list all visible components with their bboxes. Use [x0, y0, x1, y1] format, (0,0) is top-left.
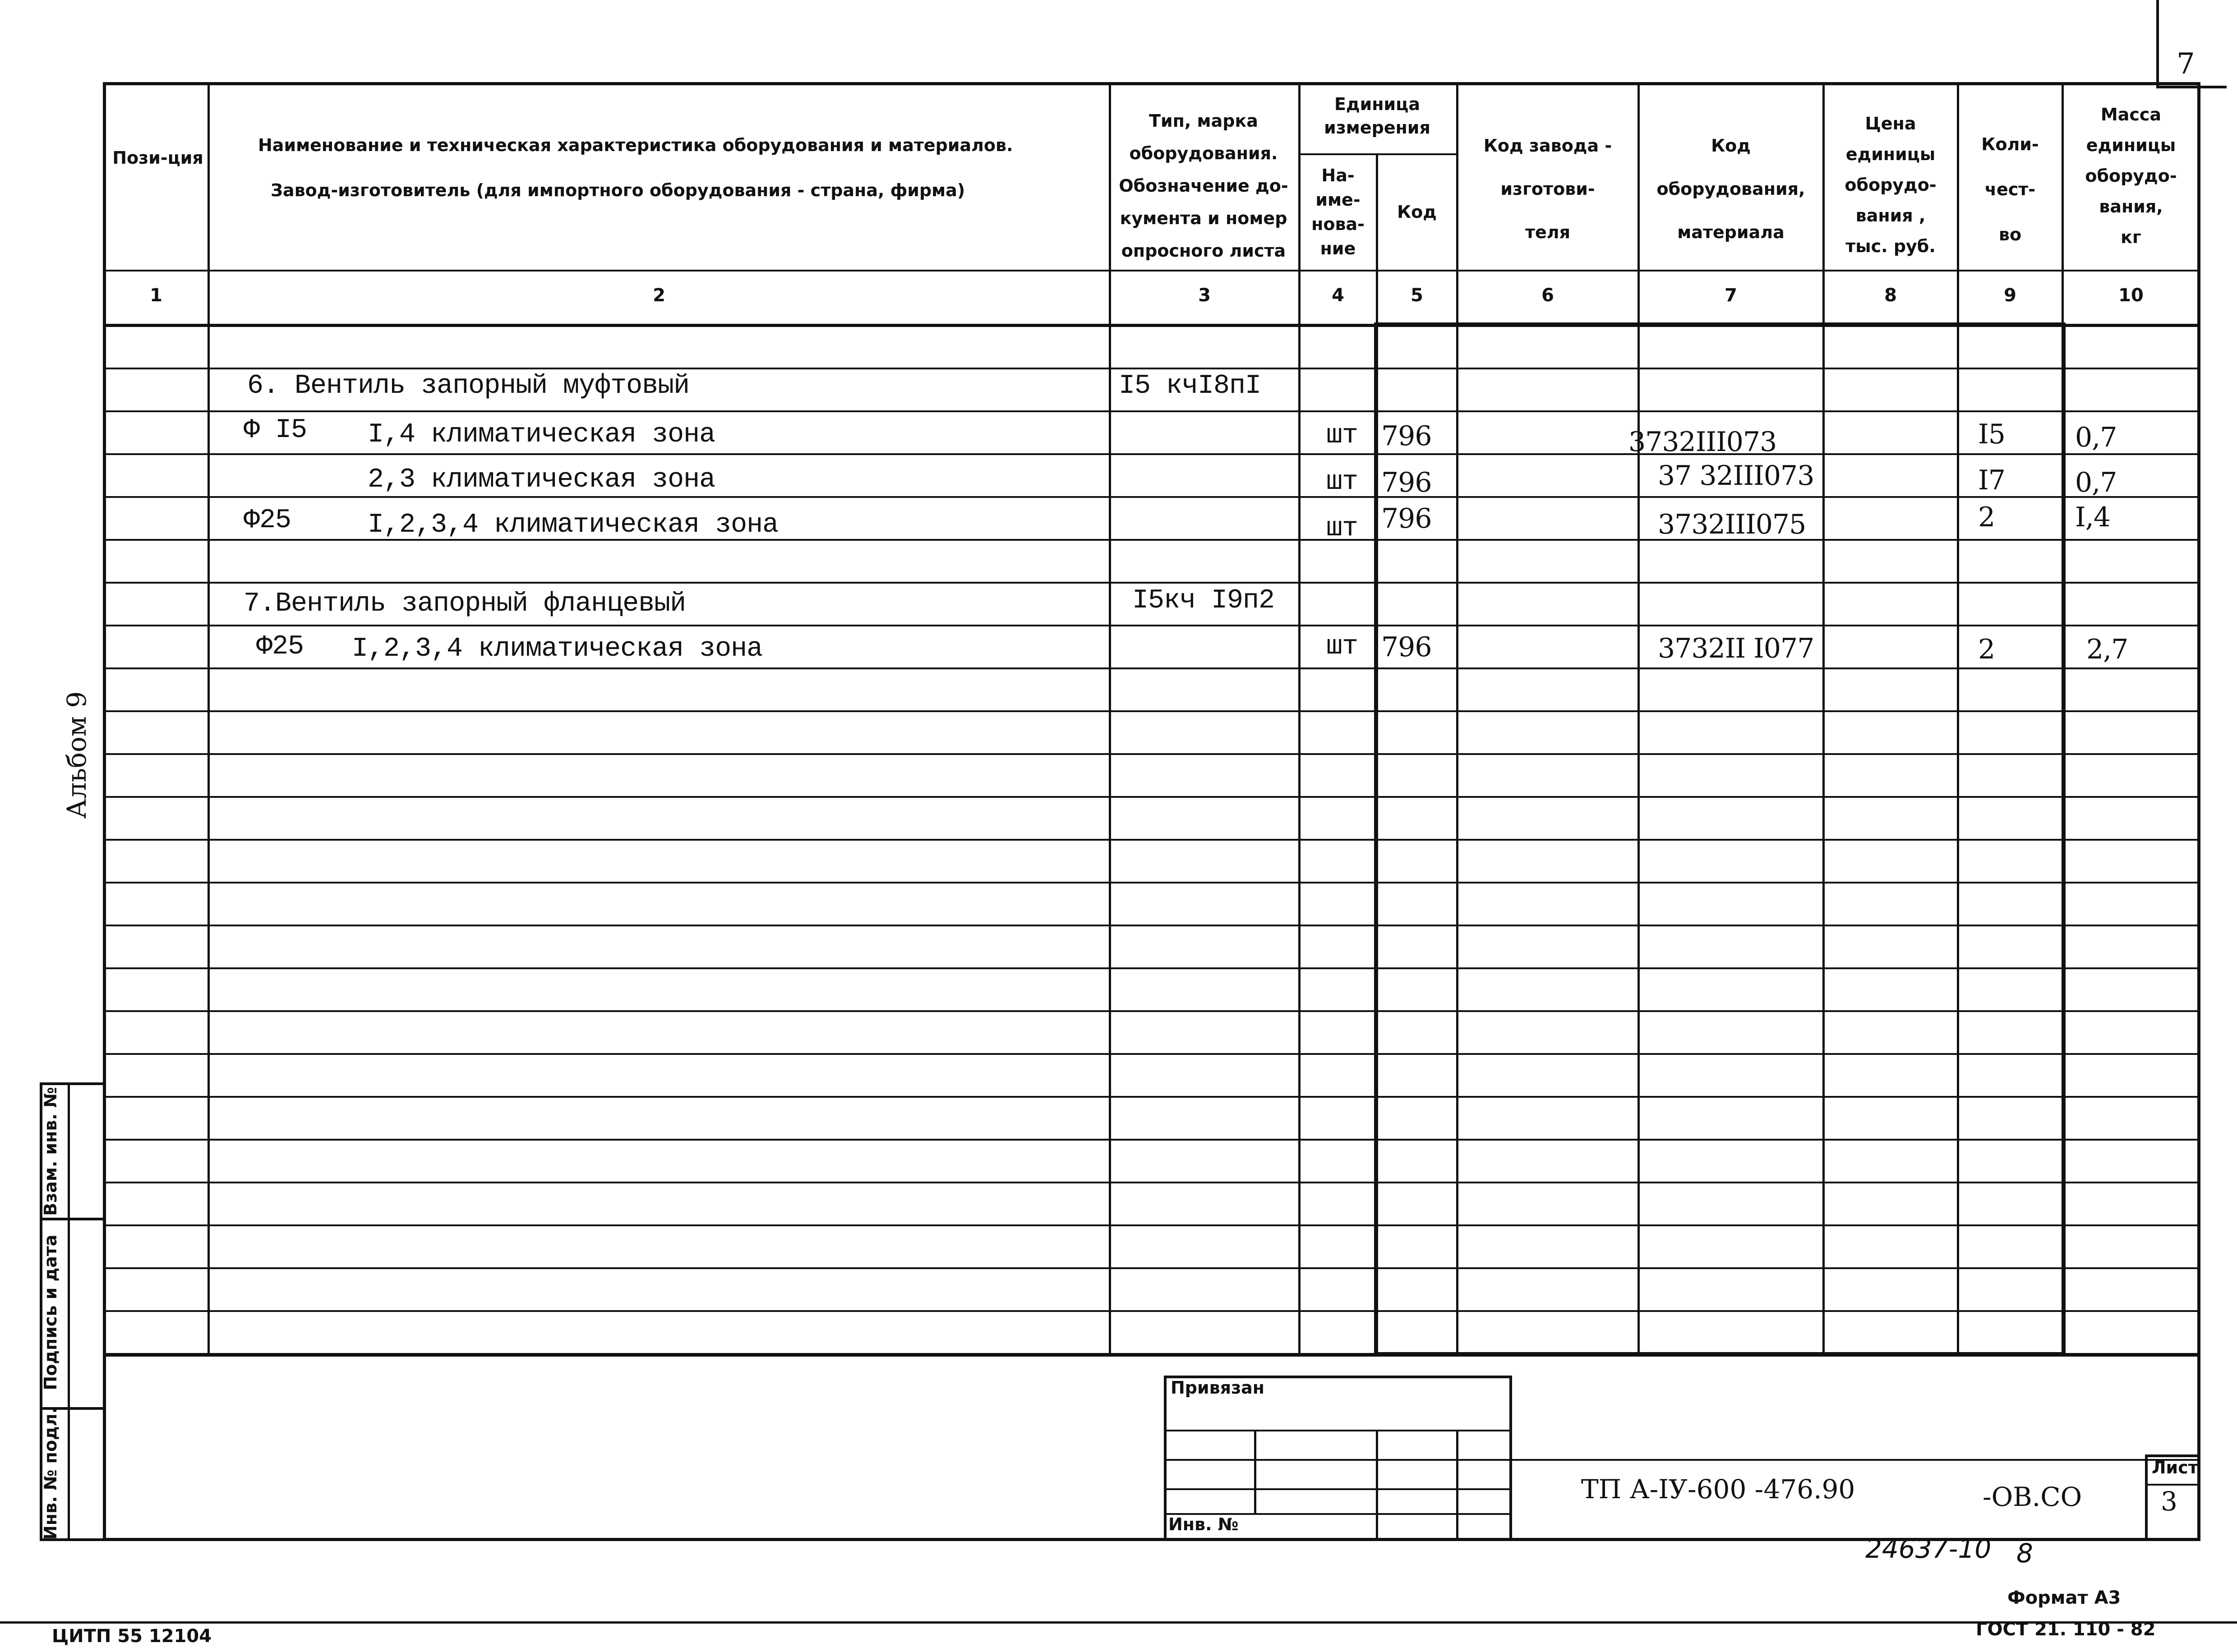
colnum-4: 4 — [1332, 285, 1344, 306]
header-unit-name-l3: нова- — [1311, 214, 1365, 234]
handwritten-number: 24637-10 — [1865, 1533, 1992, 1564]
colnum-3: 3 — [1198, 285, 1211, 306]
colnum-7: 7 — [1725, 285, 1737, 306]
privyazan-line-3 — [1164, 1488, 1512, 1490]
header-price-l1: Цена — [1865, 114, 1916, 133]
row-3-size: Ф25 — [244, 505, 291, 536]
header-unit-group — [1300, 92, 1454, 139]
table-row-line — [103, 1224, 2200, 1226]
table-row-line — [103, 796, 2200, 798]
row-1-size: Ф I5 — [244, 415, 307, 446]
header-mass — [2063, 99, 2199, 253]
header-qty-l2: чест- — [1984, 179, 2036, 199]
header-mass-l2: единицы — [2086, 135, 2176, 155]
album-label: Альбом 9 — [61, 691, 92, 819]
header-unit-l1: Единица — [1334, 94, 1420, 114]
header-plant-code — [1458, 124, 1637, 254]
row-2-qty: I7 — [1978, 465, 2005, 496]
row-2-mass: 0,7 — [2075, 467, 2117, 498]
header-name-line2: Завод-изготовитель (для импортного оборудования - страна, фирма) — [271, 180, 965, 200]
sheet-number: 3 — [2161, 1486, 2177, 1517]
table-row-line — [103, 925, 2200, 926]
header-qty-l1: Коли- — [1981, 134, 2039, 154]
row-1-material-code: 3732III073 — [1628, 426, 1777, 458]
header-type-l3: Обозначение до- — [1119, 176, 1288, 196]
row-item-6-type: I5 кчI8пI — [1119, 371, 1261, 401]
colnum-10: 10 — [2118, 285, 2144, 306]
page-bottom-line — [0, 1621, 2237, 1624]
header-price-l4: вания , — [1855, 206, 1926, 225]
header-unit-l2: измерения — [1324, 118, 1430, 138]
table-row-line — [103, 1096, 2200, 1098]
header-bottom-line — [103, 270, 2200, 271]
table-row-line — [103, 368, 2200, 369]
row-3-qty: 2 — [1978, 502, 1995, 533]
header-price-l5: тыс. руб. — [1845, 236, 1936, 256]
row-item-6-name: 6. Вентиль запорный муфтовый — [247, 371, 690, 401]
header-unit-name-l4: ние — [1320, 239, 1356, 258]
header-price-l2: единицы — [1845, 144, 1936, 164]
inv-no-label: Инв. № — [1168, 1514, 1239, 1534]
privyazan-label: Привязан — [1171, 1378, 1265, 1398]
table-row-line — [103, 967, 2200, 969]
sheet-box-line — [2145, 1484, 2200, 1486]
row-1-code: 796 — [1381, 420, 1432, 452]
colnum-8: 8 — [1884, 285, 1897, 306]
tsitp-label: ЦИТП 55 12104 — [52, 1626, 212, 1647]
col-line-3 — [1298, 82, 1301, 1354]
row-5-code: 796 — [1381, 631, 1432, 663]
row-item-7-type: I5кч I9п2 — [1132, 585, 1275, 616]
sidebar-divider — [68, 1082, 70, 1541]
row-2-zone: 2,3 климатическая зона — [368, 465, 715, 495]
col-line-1 — [208, 82, 210, 1354]
table-row-line — [103, 1053, 2200, 1055]
header-plant-l2: изготови- — [1500, 179, 1595, 199]
privyazan-line-1 — [1164, 1430, 1512, 1431]
table-row-line — [103, 1182, 2200, 1183]
colnum-6: 6 — [1541, 285, 1554, 306]
header-type-l4: кумента и номер — [1120, 208, 1287, 228]
table-row-line — [103, 1010, 2200, 1012]
format-label: Формат А3 — [2007, 1588, 2121, 1608]
header-quantity — [1959, 122, 2062, 257]
row-5-material-code: 3732II I077 — [1658, 633, 1814, 664]
row-item-7-name: 7.Вентиль запорный фланцевый — [244, 589, 686, 619]
row-5-zone: I,2,3,4 климатическая зона — [352, 634, 763, 664]
header-material-l2: оборудования, — [1656, 179, 1805, 199]
header-plant-l1: Код завода - — [1483, 136, 1612, 156]
row-5-qty: 2 — [1978, 634, 1995, 665]
document-code: ТП А-IУ-600 -476.90 — [1581, 1474, 1855, 1505]
sidebar-sign-date: Подпись и дата — [41, 1234, 60, 1390]
privyazan-vline-1 — [1254, 1430, 1256, 1513]
table-row-line — [103, 582, 2200, 584]
header-type-l5: опросного листа — [1121, 241, 1286, 261]
header-unit-name-l1: На- — [1321, 166, 1355, 185]
header-type-l1: Тип, марка — [1149, 111, 1258, 131]
header-price-l3: оборудо- — [1845, 175, 1937, 195]
privyazan-vline-2 — [1376, 1430, 1378, 1541]
header-type-l2: оборудования. — [1129, 143, 1278, 163]
sidebar-inv-orig: Инв. № подл. — [41, 1407, 60, 1540]
table-row-line — [103, 839, 2200, 841]
table-row-line — [103, 1139, 2200, 1141]
row-3-code: 796 — [1381, 503, 1432, 534]
table-row-line — [103, 882, 2200, 884]
header-plant-l3: теля — [1525, 222, 1571, 242]
table-row-line — [103, 453, 2200, 455]
row-5-unit: шт — [1326, 631, 1358, 662]
row-2-code: 796 — [1381, 467, 1432, 498]
header-unit-name-l2: име- — [1315, 190, 1361, 210]
row-1-zone: I,4 климатическая зона — [368, 419, 715, 450]
privyazan-vline-3 — [1456, 1430, 1458, 1541]
header-material-l1: Код — [1711, 136, 1751, 156]
col-line-2 — [1109, 82, 1111, 1354]
privyazan-line-2 — [1164, 1459, 1512, 1461]
row-1-qty: I5 — [1978, 419, 2005, 450]
table-row-line — [103, 1310, 2200, 1312]
row-5-size: Ф25 — [256, 631, 304, 662]
header-type — [1111, 105, 1296, 267]
header-mass-l1: Масса — [2100, 105, 2162, 124]
sidebar-inv-replace: Взам. инв. № — [41, 1087, 60, 1216]
row-2-unit: шт — [1326, 467, 1358, 497]
table-row-line — [103, 753, 2200, 755]
table-bottom-line — [103, 1354, 2200, 1357]
row-2-material-code: 37 32III073 — [1658, 460, 1814, 492]
header-name-line1: Наименование и техническая характеристика оборудования и материалов. — [258, 135, 1013, 155]
row-3-zone: I,2,3,4 климатическая зона — [368, 510, 779, 540]
header-material-code — [1639, 124, 1822, 254]
table-row-line — [103, 1267, 2200, 1269]
page-number: 7 — [2177, 47, 2195, 81]
header-price — [1824, 108, 1957, 262]
table-row-line — [103, 625, 2200, 626]
row-1-unit: шт — [1326, 420, 1358, 451]
header-unit-name — [1300, 163, 1376, 261]
row-1-mass: 0,7 — [2075, 422, 2117, 453]
header-mass-l4: вания, — [2099, 197, 2163, 216]
header-unit-code: Код — [1397, 202, 1437, 222]
row-3-mass: I,4 — [2075, 502, 2110, 533]
table-row-line — [103, 667, 2200, 669]
table-row-line — [103, 496, 2200, 498]
colnum-9: 9 — [2004, 285, 2016, 306]
sheet-label: Лист — [2152, 1458, 2198, 1477]
header-mass-l5: кг — [2121, 227, 2141, 247]
header-position: Пози-ция — [112, 148, 203, 168]
header-mass-l3: оборудо- — [2085, 166, 2177, 186]
row-3-unit: шт — [1326, 513, 1358, 544]
colnum-2: 2 — [653, 285, 665, 306]
gost-label: ГОСТ 21. 110 - 82 — [1976, 1619, 2156, 1640]
row-5-mass: 2,7 — [2086, 634, 2128, 665]
header-material-l3: материала — [1677, 222, 1785, 242]
table-row-line — [103, 410, 2200, 412]
colnum-5: 5 — [1411, 285, 1423, 306]
header-qty-l3: во — [1998, 225, 2022, 244]
table-row-line — [103, 710, 2200, 712]
row-3-material-code: 3732III075 — [1658, 509, 1806, 540]
document-suffix: -ОВ.СО — [1983, 1482, 2082, 1512]
handwritten-index: 8 — [2016, 1538, 2033, 1569]
doc-code-top-line — [1512, 1459, 2200, 1461]
colnum-1: 1 — [150, 285, 162, 306]
